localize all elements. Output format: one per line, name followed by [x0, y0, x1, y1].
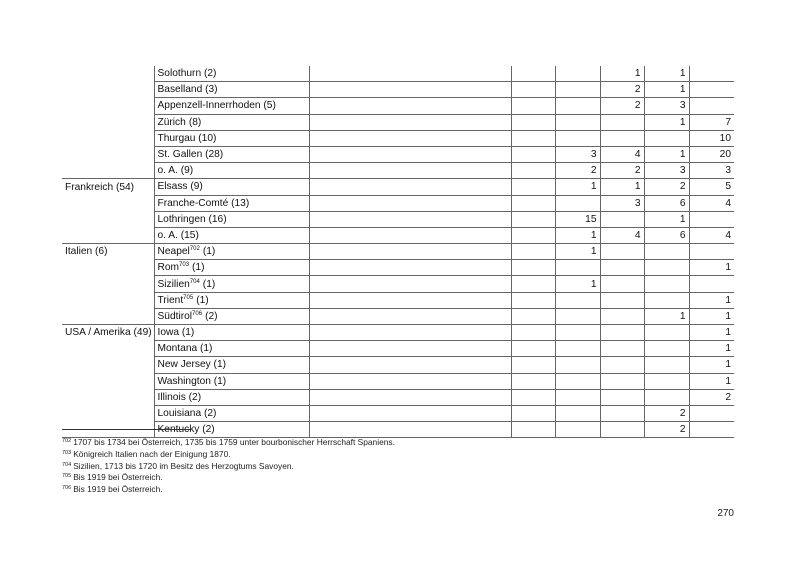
value-cell: 4 — [689, 227, 734, 243]
value-cell — [600, 260, 644, 276]
empty-cell — [309, 276, 511, 292]
value-cell — [555, 260, 600, 276]
value-cell — [511, 130, 555, 146]
table-row — [62, 114, 734, 130]
value-cell — [600, 373, 644, 389]
region-name: Neapel — [157, 246, 190, 258]
value-cell: 1 — [644, 211, 689, 227]
footnote-ref: 705 — [183, 294, 194, 301]
value-cell — [511, 325, 555, 341]
table-row — [62, 195, 734, 211]
empty-cell — [309, 405, 511, 421]
value-cell: 1 — [644, 146, 689, 162]
footnote-text: 1707 bis 1734 bei Österreich, 1735 bis 1759 unter bourbonischer Herrschaft Spaniens. — [73, 437, 395, 447]
value-cell — [555, 292, 600, 308]
table-body — [62, 66, 734, 438]
region-name: Baselland (3) — [157, 84, 218, 96]
country-cell — [62, 114, 154, 130]
value-cell — [511, 66, 555, 82]
value-cell — [511, 163, 555, 179]
value-cell — [511, 357, 555, 373]
region-cell — [154, 244, 309, 260]
footnote-text: Bis 1919 bei Österreich. — [73, 484, 163, 495]
region-name: Südtirol — [157, 310, 193, 322]
value-cell: 15 — [555, 211, 600, 227]
region-count: (1) — [192, 262, 205, 274]
empty-cell — [309, 341, 511, 357]
value-cell — [644, 130, 689, 146]
empty-cell — [309, 292, 511, 308]
empty-cell — [309, 66, 511, 82]
region-cell — [154, 341, 309, 357]
value-cell — [600, 341, 644, 357]
table-row — [62, 260, 734, 276]
country-cell — [62, 211, 154, 227]
table-row — [62, 357, 734, 373]
value-cell: 1 — [689, 325, 734, 341]
value-cell — [689, 211, 734, 227]
country-cell — [62, 341, 154, 357]
value-cell — [600, 325, 644, 341]
country-cell — [62, 389, 154, 405]
value-cell: 3 — [689, 163, 734, 179]
region-count: (1) — [202, 278, 216, 290]
region-cell — [154, 308, 309, 324]
region-cell — [154, 292, 309, 308]
value-cell: 4 — [689, 195, 734, 211]
value-cell — [689, 405, 734, 421]
value-cell — [555, 308, 600, 324]
value-cell: 1 — [555, 227, 600, 243]
empty-cell — [309, 163, 511, 179]
value-cell — [555, 357, 600, 373]
value-cell: 1 — [689, 260, 734, 276]
empty-cell — [309, 179, 511, 195]
table-row — [62, 130, 734, 146]
region-name: Solothurn (2) — [157, 68, 217, 80]
region-cell — [154, 325, 309, 341]
page-number: 270 — [717, 508, 734, 519]
value-cell — [644, 292, 689, 308]
value-cell — [644, 389, 689, 405]
table-row — [62, 98, 734, 114]
table-row — [62, 325, 734, 341]
region-cell — [154, 211, 309, 227]
empty-cell — [309, 195, 511, 211]
region-cell — [154, 179, 309, 195]
value-cell — [555, 114, 600, 130]
value-cell — [511, 195, 555, 211]
footnote-number: 702 — [62, 438, 72, 444]
value-cell — [511, 114, 555, 130]
value-cell: 1 — [689, 357, 734, 373]
value-cell — [511, 146, 555, 162]
region-cell — [154, 357, 309, 373]
region-cell — [154, 276, 309, 292]
value-cell: 7 — [689, 114, 734, 130]
region-name: Washington (1) — [157, 375, 227, 387]
value-cell: 1 — [689, 373, 734, 389]
table-row — [62, 405, 734, 421]
value-cell — [644, 276, 689, 292]
value-cell: 1 — [555, 244, 600, 260]
value-cell — [555, 98, 600, 114]
value-cell — [600, 276, 644, 292]
value-cell — [689, 82, 734, 98]
table-row — [62, 179, 734, 195]
value-cell — [555, 341, 600, 357]
value-cell — [511, 308, 555, 324]
empty-cell — [309, 308, 511, 324]
footnote-ref: 703 — [179, 262, 190, 269]
region-name: o. A. (9) — [157, 165, 194, 177]
value-cell — [555, 130, 600, 146]
value-cell: 1 — [600, 66, 644, 82]
value-cell: 4 — [600, 146, 644, 162]
footnote — [62, 461, 395, 473]
value-cell: 3 — [644, 98, 689, 114]
table-row — [62, 82, 734, 98]
footnote — [62, 437, 395, 449]
value-cell: 2 — [600, 82, 644, 98]
value-cell — [555, 405, 600, 421]
country-cell — [62, 292, 154, 308]
region-name: Rom — [157, 262, 180, 274]
table-row — [62, 227, 734, 243]
region-count: (1) — [202, 246, 216, 258]
region-count: (2) — [205, 310, 218, 322]
value-cell — [555, 422, 600, 438]
value-cell — [511, 260, 555, 276]
region-name: New Jersey (1) — [157, 359, 226, 371]
value-cell: 1 — [689, 292, 734, 308]
region-cell — [154, 98, 309, 114]
empty-cell — [309, 260, 511, 276]
region-count: (1) — [196, 294, 209, 306]
country-cell — [62, 146, 154, 162]
footnote-text: Sizilien, 1713 bis 1720 im Besitz des Herzogtums Savoyen. — [73, 460, 294, 471]
footnote — [62, 449, 395, 461]
value-cell: 1 — [644, 82, 689, 98]
value-cell: 2 — [644, 405, 689, 421]
value-cell: 3 — [555, 146, 600, 162]
region-cell — [154, 373, 309, 389]
country-cell — [62, 260, 154, 276]
region-name: Thurgau (10) — [157, 132, 217, 144]
value-cell — [644, 325, 689, 341]
value-cell — [689, 98, 734, 114]
value-cell — [511, 389, 555, 405]
value-cell: 1 — [555, 179, 600, 195]
value-cell — [600, 422, 644, 438]
table-row — [62, 373, 734, 389]
region-count: (8) — [188, 116, 202, 128]
value-cell: 4 — [600, 227, 644, 243]
value-cell: 3 — [644, 163, 689, 179]
value-cell: 1 — [644, 114, 689, 130]
value-cell — [511, 244, 555, 260]
value-cell — [511, 211, 555, 227]
region-cell — [154, 405, 309, 421]
value-cell — [511, 179, 555, 195]
table-row — [62, 292, 734, 308]
empty-cell — [309, 98, 511, 114]
country-cell — [62, 357, 154, 373]
empty-cell — [309, 422, 511, 438]
value-cell — [600, 114, 644, 130]
value-cell: 2 — [600, 163, 644, 179]
value-cell: 1 — [644, 308, 689, 324]
value-cell — [600, 405, 644, 421]
region-cell — [154, 195, 309, 211]
value-cell — [511, 341, 555, 357]
region-cell — [154, 114, 309, 130]
empty-cell — [309, 130, 511, 146]
region-cell — [154, 66, 309, 82]
region-cell — [154, 146, 309, 162]
value-cell — [689, 66, 734, 82]
country-cell — [62, 227, 154, 243]
value-cell — [644, 357, 689, 373]
region-cell — [154, 130, 309, 146]
region-name: Kentucky (2) — [157, 424, 215, 436]
empty-cell — [309, 211, 511, 227]
region-name: Sizilien — [157, 278, 190, 290]
region-name: Appenzell-Innerrhoden (5) — [157, 100, 276, 112]
value-cell — [555, 82, 600, 98]
value-cell: 5 — [689, 179, 734, 195]
value-cell: 1 — [689, 308, 734, 324]
footnote-number: 703 — [62, 449, 72, 456]
table-row — [62, 341, 734, 357]
value-cell: 2 — [644, 179, 689, 195]
value-cell — [511, 82, 555, 98]
value-cell — [511, 373, 555, 389]
value-cell: 2 — [689, 389, 734, 405]
value-cell — [600, 211, 644, 227]
empty-cell — [309, 227, 511, 243]
region-cell — [154, 163, 309, 179]
region-cell — [154, 82, 309, 98]
footnote-number: 705 — [62, 473, 72, 480]
country-cell — [62, 308, 154, 324]
country-cell — [62, 276, 154, 292]
empty-cell — [309, 146, 511, 162]
region-name: Louisiana (2) — [157, 408, 217, 420]
empty-cell — [309, 357, 511, 373]
country-cell: Frankreich (54) — [65, 181, 135, 193]
empty-cell — [309, 389, 511, 405]
country-cell — [62, 130, 154, 146]
value-cell — [600, 130, 644, 146]
value-cell: 1 — [689, 341, 734, 357]
value-cell — [511, 276, 555, 292]
value-cell — [689, 422, 734, 438]
value-cell — [511, 227, 555, 243]
empty-cell — [309, 244, 511, 260]
footnote-ref: 704 — [189, 278, 200, 285]
value-cell — [689, 276, 734, 292]
region-name: Iowa (1) — [157, 327, 195, 339]
value-cell — [600, 389, 644, 405]
region-cell — [154, 260, 309, 276]
empty-cell — [309, 325, 511, 341]
country-cell — [62, 405, 154, 421]
region-name: Elsass (9) — [157, 181, 203, 193]
region-name: Illinois (2) — [157, 391, 202, 403]
table-row — [62, 308, 734, 324]
footnote-text: Bis 1919 bei Österreich. — [73, 472, 163, 483]
footnote-ref: 706 — [192, 310, 203, 317]
data-table — [62, 66, 734, 438]
value-cell — [511, 422, 555, 438]
value-cell: 1 — [600, 179, 644, 195]
value-cell — [511, 292, 555, 308]
footnote — [62, 472, 395, 484]
value-cell: 2 — [555, 163, 600, 179]
value-cell: 2 — [600, 98, 644, 114]
value-cell: 1 — [555, 276, 600, 292]
empty-cell — [309, 82, 511, 98]
footnote-text: Königreich Italien nach der Einigung 1870. — [73, 448, 231, 459]
country-cell — [62, 195, 154, 211]
value-cell — [600, 357, 644, 373]
footnotes — [62, 437, 395, 496]
empty-cell — [309, 114, 511, 130]
value-cell: 1 — [644, 66, 689, 82]
value-cell — [555, 325, 600, 341]
region-name: Zürich — [157, 116, 186, 128]
footnote-ref: 702 — [189, 246, 200, 253]
region-cell — [154, 389, 309, 405]
value-cell — [555, 195, 600, 211]
value-cell — [555, 66, 600, 82]
country-cell: Italien (6) — [65, 246, 108, 258]
value-cell: 2 — [644, 422, 689, 438]
empty-cell — [309, 373, 511, 389]
value-cell — [600, 292, 644, 308]
table-row — [62, 66, 734, 82]
footnote-number: 704 — [62, 461, 72, 468]
value-cell — [644, 260, 689, 276]
value-cell — [600, 308, 644, 324]
region-name: Lothringen (16) — [157, 213, 227, 225]
country-cell — [62, 373, 154, 389]
footnote-separator — [62, 429, 190, 430]
footnote — [62, 484, 395, 496]
country-cell — [62, 163, 154, 179]
region-name: o. A. (15) — [157, 229, 199, 241]
region-name: Montana (1) — [157, 343, 213, 355]
value-cell: 6 — [644, 227, 689, 243]
country-cell — [62, 82, 154, 98]
table-row — [62, 163, 734, 179]
table-row — [62, 389, 734, 405]
value-cell — [555, 373, 600, 389]
country-cell — [62, 98, 154, 114]
region-cell — [154, 227, 309, 243]
value-cell — [644, 373, 689, 389]
footnote-number: 706 — [62, 485, 72, 492]
table-row — [62, 244, 734, 260]
value-cell: 10 — [689, 130, 734, 146]
value-cell: 6 — [644, 195, 689, 211]
value-cell — [555, 389, 600, 405]
region-name: Franche-Comté (13) — [157, 197, 250, 209]
value-cell: 3 — [600, 195, 644, 211]
value-cell — [644, 341, 689, 357]
value-cell — [644, 244, 689, 260]
value-cell — [600, 244, 644, 260]
country-cell: USA / Amerika (49) — [65, 327, 152, 339]
country-cell — [62, 66, 154, 82]
value-cell — [689, 244, 734, 260]
value-cell — [511, 405, 555, 421]
value-cell: 20 — [689, 146, 734, 162]
value-cell — [511, 98, 555, 114]
region-name: Trient — [157, 294, 184, 306]
region-name: St. Gallen (28) — [157, 149, 224, 161]
table-row — [62, 146, 734, 162]
table-row — [62, 211, 734, 227]
table-row — [62, 276, 734, 292]
